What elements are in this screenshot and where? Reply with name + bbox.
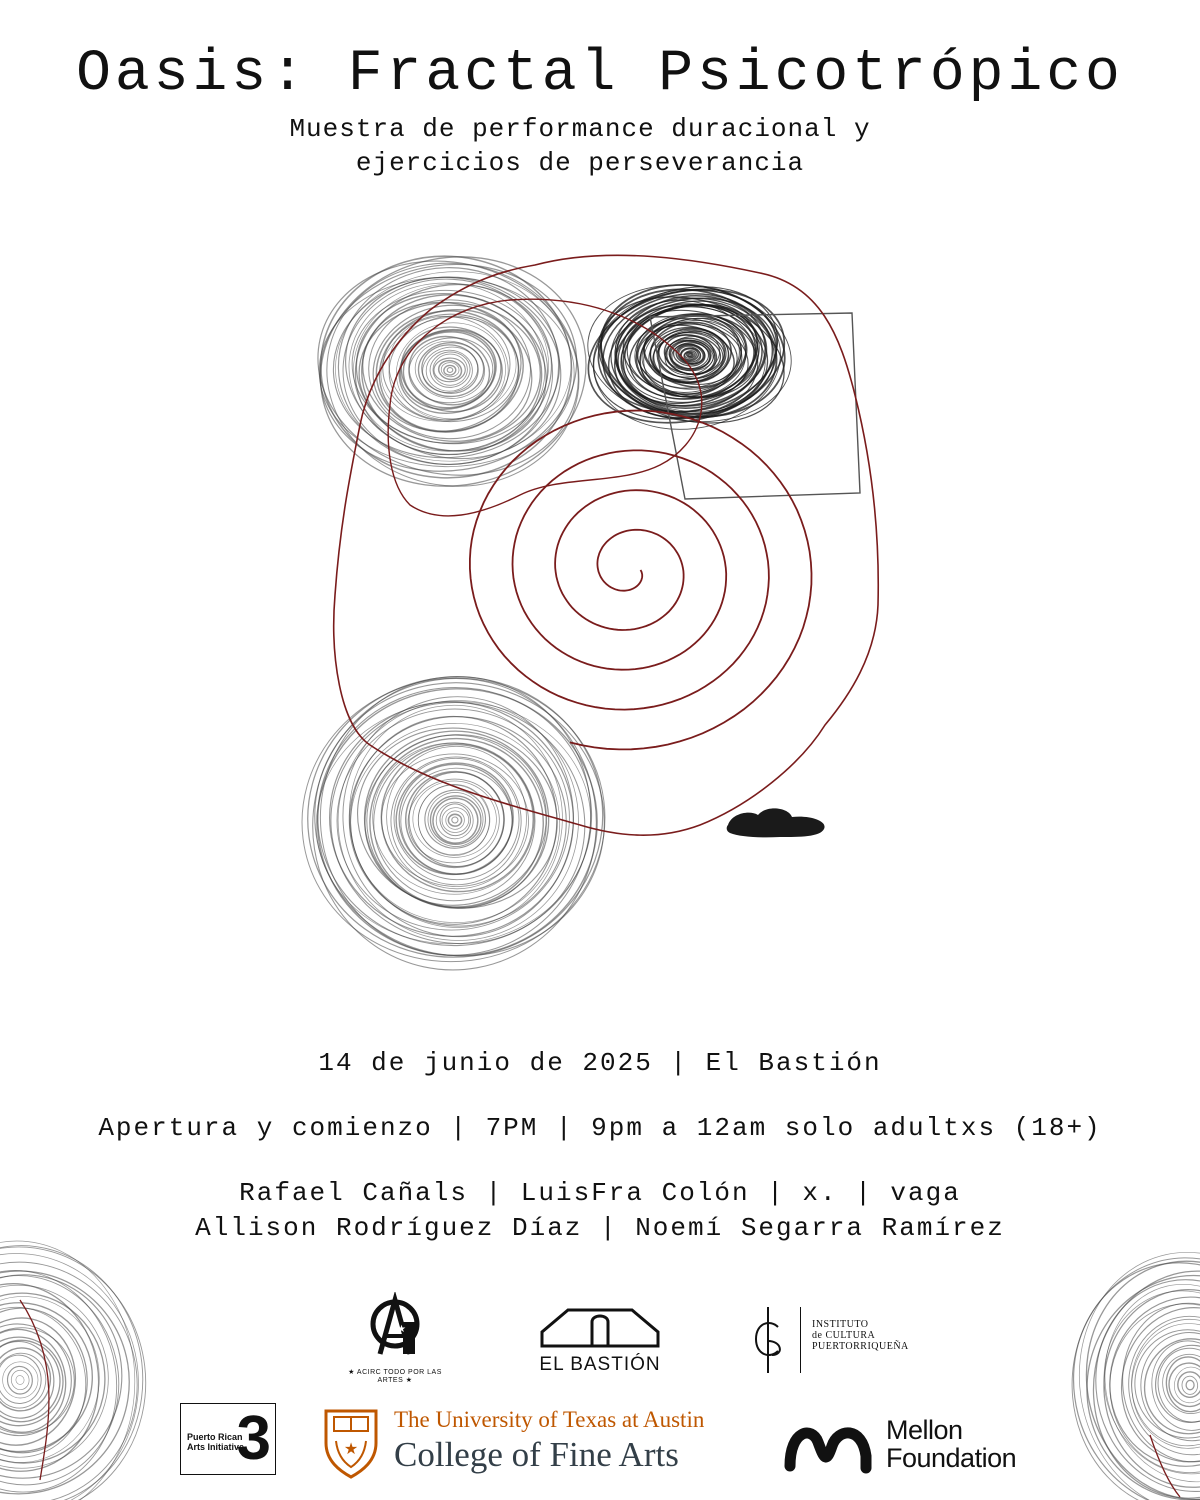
bastion-building-icon bbox=[538, 1300, 662, 1350]
scribble-ring bbox=[444, 809, 466, 831]
icp-divider bbox=[800, 1307, 801, 1373]
scribble-ring bbox=[15, 1375, 25, 1385]
scribble-ring bbox=[6, 1365, 33, 1395]
prai-text bbox=[187, 1432, 244, 1452]
scribble-ring bbox=[285, 660, 621, 979]
scribble-ring bbox=[1096, 1284, 1200, 1479]
ut-shield-icon bbox=[322, 1407, 380, 1479]
poster-title: Oasis: Fractal Psicotrópico bbox=[76, 42, 1124, 107]
spiral-drawing-artwork bbox=[280, 225, 920, 1015]
artists-line-1: Rafael Cañals | LuisFra Colón | x. | vaga bbox=[239, 1178, 961, 1208]
acirc-tagline: ★ ACIRC TODO POR LAS ARTES ★ bbox=[348, 1369, 442, 1384]
mellon-line-1: Mellon bbox=[886, 1415, 963, 1445]
prai-line-1: Puerto Rican bbox=[187, 1432, 243, 1442]
scribble-ring bbox=[0, 1266, 128, 1487]
svg-text:★: ★ bbox=[343, 1439, 359, 1458]
ut-cofa-logo bbox=[322, 1405, 762, 1485]
icp-line-2: de CULTURA bbox=[812, 1330, 876, 1341]
subtitle-line-2: ejercicios de perseverancia bbox=[355, 148, 805, 178]
scribble-ring bbox=[1152, 1343, 1200, 1428]
small-dark-cloud bbox=[727, 808, 825, 837]
scribble-ring bbox=[1095, 1282, 1200, 1495]
acirc-logo bbox=[335, 1292, 455, 1382]
scribble-ring bbox=[1186, 1380, 1194, 1389]
scribble-ring bbox=[452, 817, 459, 824]
scribble-circle-top-right bbox=[575, 267, 800, 441]
schedule: Apertura y comienzo | 7PM | 9pm a 12am solo adultxs (18+) bbox=[98, 1113, 1102, 1143]
scribble-ring bbox=[448, 814, 461, 826]
scribble-ring bbox=[10, 1369, 30, 1390]
prai-line-2: Arts Initiative bbox=[187, 1442, 245, 1452]
scribble-ring bbox=[435, 801, 474, 839]
acirc-emblem-icon bbox=[335, 1292, 455, 1362]
icp-monogram-icon bbox=[748, 1305, 794, 1375]
ut-name: The University of Texas at Austin bbox=[394, 1407, 705, 1432]
prai-logo bbox=[180, 1403, 276, 1475]
scribble-ring bbox=[447, 368, 453, 373]
date-venue: 14 de junio de 2025 | El Bastión bbox=[318, 1048, 882, 1078]
subtitle-line-1: Muestra de performance duracional y bbox=[289, 114, 871, 144]
el-bastion-logo bbox=[538, 1300, 662, 1380]
mellon-mark-icon bbox=[782, 1416, 874, 1476]
corner-scribble-left bbox=[0, 1240, 150, 1500]
mellon-line-2: Foundation bbox=[886, 1443, 1017, 1473]
icp-line-1: INSTITUTO bbox=[812, 1319, 869, 1330]
icp-logo bbox=[748, 1305, 928, 1375]
mellon-wordmark bbox=[886, 1416, 1016, 1472]
scribble-ring bbox=[686, 352, 693, 357]
scribble-ring bbox=[1181, 1375, 1198, 1395]
scribble-circle-top-left bbox=[297, 234, 606, 509]
poster-subtitle bbox=[200, 112, 960, 180]
scribble-ring bbox=[437, 358, 464, 381]
corner-scribble-right bbox=[1060, 1235, 1200, 1500]
mellon-logo bbox=[782, 1410, 1032, 1480]
prai-number: 3 bbox=[236, 1404, 271, 1473]
scribble-ring bbox=[1077, 1263, 1200, 1500]
scribble-ring bbox=[351, 719, 561, 924]
artists-line-2: Allison Rodríguez Díaz | Noemí Segarra Ramírez bbox=[195, 1213, 1005, 1243]
cofa-name: College of Fine Arts bbox=[394, 1435, 679, 1474]
scribble-ring bbox=[443, 365, 456, 376]
svg-text:★: ★ bbox=[397, 1324, 406, 1335]
bastion-wordmark: EL BASTIÓN bbox=[539, 1354, 661, 1375]
icp-line-3: PUERTORRIQUEÑA bbox=[812, 1341, 909, 1352]
icp-wordmark bbox=[812, 1319, 909, 1352]
